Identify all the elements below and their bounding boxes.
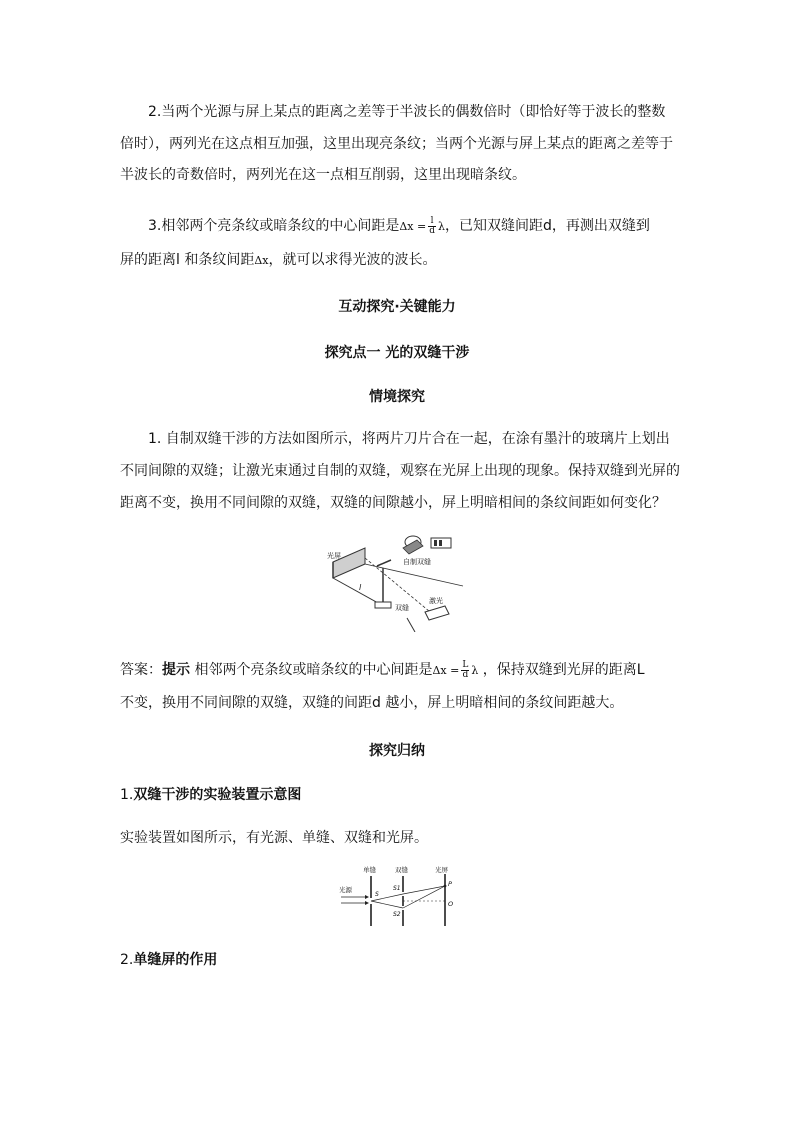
section1-heading — [120, 785, 301, 805]
para3-line2-b: ，就可以求得光波的波长。 — [268, 252, 437, 268]
answer-prefix: 答案： — [120, 662, 162, 678]
answer-line2: 不变，换用不同间隙的双缝，双缝的间距d 越小，屏上明暗相间的条纹间距越大。 — [120, 695, 624, 711]
para2-line3: 半波长的奇数倍时，两列光在这一点相互削弱，这里出现暗条纹。 — [120, 167, 526, 183]
answer-fraction-denominator: d — [462, 669, 469, 680]
fig2-s-label: S — [375, 891, 379, 898]
answer-text-b: ，保持双缝到光屏的距离L — [478, 662, 645, 678]
para3-line1 — [148, 216, 650, 237]
para2-line2: 倍时），两列光在这点相互加强，这里出现亮条纹；当两个光源与屏上某点的距离之差等于 — [120, 136, 673, 152]
fig2-double-slit-label: 双缝 — [395, 866, 408, 874]
formula-fraction — [428, 217, 436, 236]
heading-summary: 探究归纳 — [369, 743, 425, 759]
fig1-laser-label: 激光 — [429, 597, 443, 605]
fig1-l-label: l — [359, 583, 362, 592]
fig2-o-label: O — [448, 900, 454, 908]
delta-x: Δx — [254, 254, 269, 267]
fig2-s2-label: S2 — [393, 911, 401, 918]
formula-dx: Δx = — [399, 220, 427, 233]
answer-line1 — [120, 660, 645, 681]
section1-description: 实验装置如图所示，有光源、单缝、双缝和光屏。 — [120, 830, 428, 846]
fig2-screen-label: 光屏 — [435, 866, 448, 874]
fraction-numerator: l — [428, 217, 436, 227]
para3-line2 — [120, 250, 437, 271]
section2-title: 单缝屏的作用 — [133, 952, 218, 968]
section2-number: 2. — [120, 952, 134, 968]
para2-line1: 2.当两个光源与屏上某点的距离之差等于半波长的偶数倍时（即恰好等于波长的整数 — [148, 104, 666, 120]
answer-formula-lambda: λ — [471, 664, 479, 677]
fraction-denominator: d — [429, 225, 435, 236]
laser-device — [425, 606, 449, 620]
question1-line1: 1. 自制双缝干涉的方法如图所示，将两片刀片合在一起，在涂有墨汁的玻璃片上划出 — [148, 431, 670, 447]
answer-fraction-numerator: L — [462, 659, 469, 670]
fig1-double-slit-label: 双缝 — [395, 604, 409, 612]
section2-heading — [120, 950, 217, 970]
fig2-source-label: 光源 — [339, 886, 352, 894]
homemade-slit-figure — [325, 528, 465, 632]
heading-scenario: 情境探究 — [369, 389, 425, 405]
heading-interactive: 互动探究·关键能力 — [338, 299, 456, 315]
question1-line3: 距离不变，换用不同间隙的双缝，双缝的间隙越小，屏上明暗相间的条纹间距如何变化？ — [120, 495, 666, 511]
para3-suffix: ，已知双缝间距d，再测出双缝到 — [444, 218, 650, 234]
fig1-slit-label: 自制双缝 — [403, 558, 431, 566]
answer-formula-fraction — [461, 661, 469, 680]
formula-lambda: λ — [438, 220, 445, 233]
double-slit-schematic — [335, 864, 465, 928]
fig2-single-slit-label: 单缝 — [363, 866, 376, 874]
section1-title: 双缝干涉的实验装置示意图 — [133, 787, 302, 803]
answer-hint: 提示 — [162, 662, 190, 678]
para3-prefix: 3.相邻两个亮条纹或暗条纹的中心间距是 — [148, 218, 400, 234]
answer-text-a: 相邻两个亮条纹或暗条纹的中心间距是 — [190, 662, 433, 678]
question1-line2: 不同间隙的双缝；让激光束通过自制的双缝，观察在光屏上出现的现象。保持双缝到光屏的 — [120, 463, 680, 479]
fig2-s1-label: S1 — [393, 885, 401, 892]
para3-line2-a: 屏的距离l 和条纹间距 — [120, 252, 255, 268]
fig1-screen-label: 光屏 — [327, 552, 341, 560]
fig2-p-label: P — [448, 880, 452, 888]
heading-explore-point: 探究点一 光的双缝干涉 — [324, 345, 470, 361]
answer-formula-dx: Δx = — [432, 664, 460, 677]
section1-number: 1. — [120, 787, 134, 803]
